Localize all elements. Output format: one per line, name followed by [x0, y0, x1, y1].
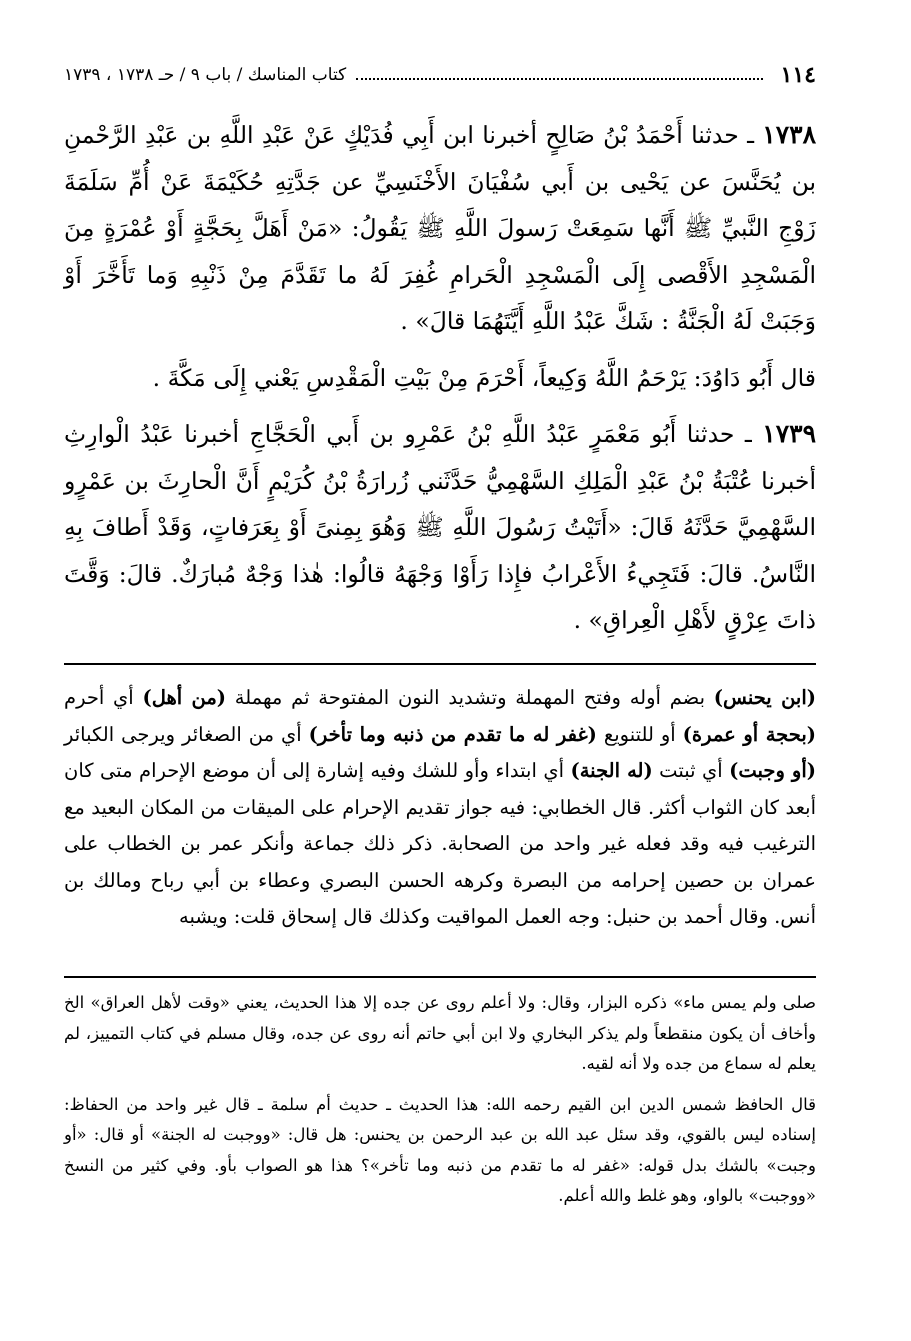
hadith-number-1739: ١٧٣٩ [762, 419, 816, 448]
abu-dawud-note: قال أَبُو دَاوُدَ: يَرْحَمُ اللَّهُ وَكِيعاً، أَحْرَمَ مِنْ بَيْتِ الْمَقْدِسِ يَعْني إِلَى مَكَّةَ . [152, 363, 816, 392]
commentary-lemma: (أو وجبت) [729, 759, 816, 782]
page-number: ١١٤ [780, 62, 816, 88]
hadith-1739 [64, 411, 816, 644]
footnotes [64, 988, 816, 1212]
separator-rule [64, 976, 816, 978]
commentary [64, 680, 816, 936]
commentary-lemma: (من أهل) [142, 686, 227, 709]
commentary-text: أي من الصغائر ويرجى الكبائر [64, 722, 309, 746]
hadith-number-1738: ١٧٣٨ [762, 120, 816, 149]
hadith-text [64, 112, 816, 644]
commentary-lemma: (ابن يحنس) [713, 686, 816, 709]
hadith-1738-body: ـ حدثنا أَحْمَدُ بْنُ صَالِحٍ أخبرنا ابن أَبِي فُدَيْكٍ عَنْ عَبْدِ اللَّهِ بن عَبْدِ الرَّحْمنِ بن يُحَنَّسَ عن يَحْيى بن أَبي سُفْيَانَ الأَخْنَسِيِّ عن جَدَّتِهِ حُكَيْمَةَ عَنْ أُمِّ سَلَمَةَ زَوْجِ النَّبيِّ ﷺ أَنَّها سَمِعَتْ رَسولَ اللَّهِ ﷺ يَقُولُ: «مَنْ أَهَلَّ بِحَجَّةٍ أَوْ عُمْرَةٍ مِنَ الْمَسْجِدِ الأَقْصى إِلَى الْمَسْجِدِ الْحَرامِ غُفِرَ لَهُ ما تَقَدَّمَ مِنْ ذَنْبِهِ وَما تَأَخَّرَ أَوْ وَجَبَتْ لَهُ الْجَنَّةُ : شَكَّ عَبْدُ اللَّهِ أَيَّتَهُمَا قالَ» . [64, 121, 816, 335]
commentary-text: أي أحرم [64, 686, 143, 709]
footnote-paragraph-2: قال الحافظ شمس الدين ابن القيم رحمه الله: هذا الحديث ـ حديث أم سلمة ـ قال غير واحد من الحفاظ: إسناده ليس بالقوي، وقد سئل عبد الله بن عبد الرحمن بن يحنس: هل قال: «ووجبت له الجنة» أو قال: «أو وجبت» بالشك بدل قوله: «غفر له ما تقدم من ذنبه وما تأخر»؟ هذا هو الصواب بأو. وفي كثير من النسخ «ووجبت» بالواو، وهو غلط والله أعلم. [64, 1094, 816, 1205]
header-dotted-leader [356, 78, 762, 80]
running-header [64, 58, 816, 92]
commentary-text: بضم أوله وفتح المهملة وتشديد النون المفتوحة ثم مهملة [226, 686, 714, 709]
commentary-text: أي ثبتت [652, 759, 730, 782]
commentary-text: أي ابتداء وأو للشك وفيه إشارة إلى أن موضع الإحرام متى كان أبعد كان الثواب أكثر. قال الخطابي: فيه جواز تقديم الإحرام على الميقات من المكان البعيد مع الترغيب فيه وقد فعله غير واحد من الصحابة. ذكر ذلك جماعة وأنكر عمر بن الخطاب على عمران بن حصين إحرامه من البصرة وكرهه الحسن البصري وعطاء بن أبي رباح ومالك بن أنس. وقال أحمد بن حنبل: وجه العمل المواقيت وكذلك قال إسحاق قلت: ويشبه [64, 759, 816, 928]
commentary-text: أو للتنويع [596, 722, 683, 746]
commentary-paragraph [64, 680, 816, 936]
footnote-paragraph-1: صلى ولم يمس ماء» ذكره البزار، وقال: ولا أعلم روى عن جده إلا هذا الحديث، يعني «وقت لأهل العراق» الخ وأخاف أن يكون منقطعاً ولم يذكر البخاري ولا ابن أبي حاتم أنه روى عن جده، وقال مسلم في كتاب التمييز، لم يعلم له سماع من جده ولا أنه لقيه. [64, 993, 816, 1073]
hadith-1739-body: ـ حدثنا أَبُو مَعْمَرٍ عَبْدُ اللَّهِ بْنُ عَمْرِو بن أَبي الْحَجَّاجِ أخبرنا عَبْدُ الْوارِثِ أخبرنا عُتْبَةُ بْنُ عَبْدِ الْمَلِكِ السَّهْمِيُّ حَدَّثَني زُرارَةُ بْنُ كُرَيْمٍ أَنَّ الْحارِثَ بن عَمْرٍو السَّهْمِيَّ حَدَّثَهُ قَالَ: «أَتَيْتُ رَسُولَ اللَّهِ ﷺ وَهُوَ بِمِنىً أَوْ بِعَرَفاتٍ، وَقَدْ أَطافَ بِهِ النَّاسُ. قالَ: فَتَجِيءُ الأَعْرابُ فإِذا رَأَوْا وَجْهَهُ قالُوا: هٰذا وَجْهٌ مُبارَكٌ. قالَ: وَقَّتَ ذاتَ عِرْقٍ لأَهْلِ الْعِراقِ» . [64, 420, 816, 634]
hadith-1738 [64, 112, 816, 345]
book-page [64, 58, 816, 1328]
commentary-lemma: (غفر له ما تقدم من ذنبه وما تأخر) [308, 722, 597, 746]
separator-rule [64, 663, 816, 665]
running-title: كتاب المناسك / باب ٩ / حـ ١٧٣٨ ، ١٧٣٩ [64, 65, 347, 85]
commentary-lemma: (بحجة أو عمرة) [682, 722, 816, 746]
commentary-lemma: (له الجنة) [570, 759, 653, 782]
